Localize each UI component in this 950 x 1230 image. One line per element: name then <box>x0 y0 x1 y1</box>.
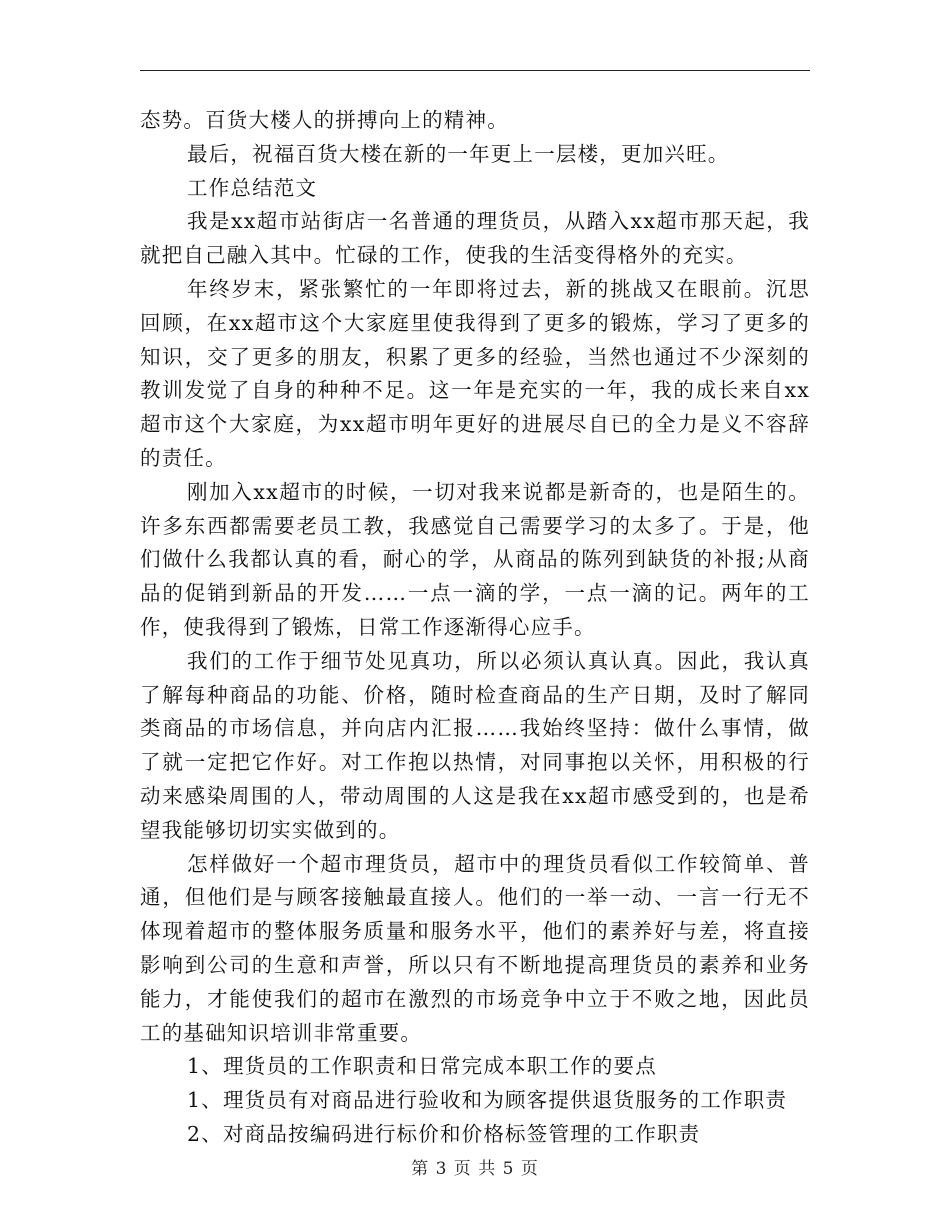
section-heading: 工作总结范文 <box>187 175 318 200</box>
list-item: 1、理货员的工作职责和日常完成本职工作的要点 <box>187 1054 657 1079</box>
list-item: 2、对商品按编码进行标价和价格标签管理的工作职责 <box>187 1121 701 1146</box>
paragraph: 态势。百货大楼人的拼搏向上的精神。 <box>140 108 509 132</box>
document-body <box>140 104 810 1152</box>
page-number-footer: 第 3 页 共 5 页 <box>411 1159 539 1179</box>
paragraph: 最后，祝福百货大楼在新的一年更上一层楼，更加兴旺。 <box>187 141 730 166</box>
paragraph: 刚加入xx超市的时候，一切对我来说都是新奇的，也是陌生的。许多东西都需要老员工教，我感觉自己需要学习的太多了。于是，他们做什么我都认真的看，耐心的学，从商品的陈列到缺货的补报;从商品的促销到新品的开发……一点一滴的学，一点一滴的记。两年的工作，使我得到了锻炼，日常工作逐渐得心应手。 <box>140 479 810 639</box>
paragraph: 年终岁末，紧张繁忙的一年即将过去，新的挑战又在眼前。沉思回顾，在xx超市这个大家庭里使我得到了更多的锻炼，学习了更多的知识，交了更多的朋友，积累了更多的经验，当然也通过不少深刻的教训发觉了自身的种种不足。这一年是充实的一年，我的成长来自xx超市这个大家庭，为xx超市明年更好的进展尽自已的全力是义不容辞的责任。 <box>140 276 810 470</box>
paragraph: 我是xx超市站街店一名普通的理货员，从踏入xx超市那天起，我就把自己融入其中。忙碌的工作，使我的生活变得格外的充实。 <box>140 209 810 268</box>
paragraph: 我们的工作于细节处见真功，所以必须认真认真。因此，我认真了解每种商品的功能、价格，随时检查商品的生产日期，及时了解同类商品的市场信息，并向店内汇报……我始终坚持：做什么事情，做了就一定把它作好。对工作抱以热情，对同事抱以关怀，用积极的行动来感染周围的人，带动周围的人这是我在xx超市感受到的，也是希望我能够切切实实做到的。 <box>140 648 810 842</box>
header-rule <box>140 70 810 71</box>
paragraph: 怎样做好一个超市理货员，超市中的理货员看似工作较简单、普通，但他们是与顾客接触最直接人。他们的一举一动、一言一行无不体现着超市的整体服务质量和服务水平，他们的素养好与差，将直接影响到公司的生意和声誉，所以只有不断地提高理货员的素养和业务能力，才能使我们的超市在激烈的市场竞争中立于不败之地，因此员工的基础知识培训非常重要。 <box>140 851 810 1045</box>
list-item: 1、理货员有对商品进行验收和为顾客提供退货服务的工作职责 <box>187 1088 788 1113</box>
